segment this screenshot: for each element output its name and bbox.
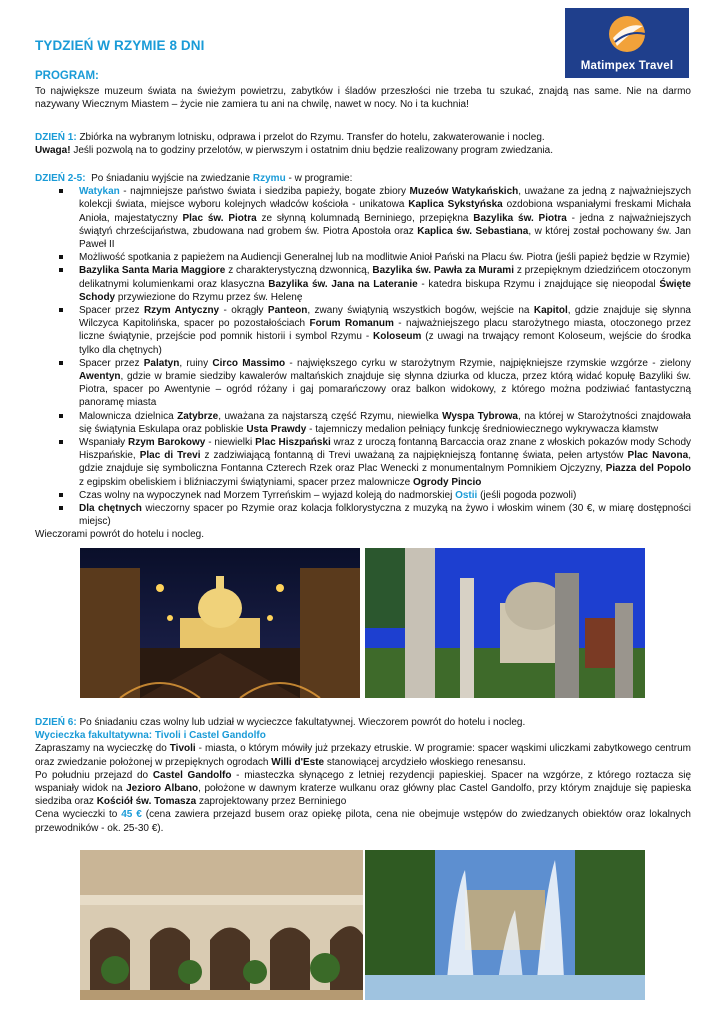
day1-note-text: Jeśli pozwolą na to godziny przelotów, w pierwszym i ostatnim dniu będzie realizowany program zwiedzania. (73, 145, 554, 157)
list-item: Bazylika Santa Maria Maggiore z charakterystyczną dzwonnicą, Bazylika św. Pawła za Murami z przepięknym dziedzińcem otoczonym delikatnymi kolumienkami oraz klasyczna Bazylika św. Jana na Lateranie - katedra biskupa Rzymu i znajdujące się nieopodal Święte Schody przywiezione do Rzymu przez św. Helenę (59, 264, 691, 304)
day1-text: Zbiórka na wybranym lotnisku, odprawa i przelot do Rzymu. Transfer do hotelu, zakwaterowanie i nocleg. (79, 132, 545, 143)
page-title: TYDZIEŃ W RZYMIE 8 DNI (35, 38, 205, 53)
excursion-paragraph-2: Po południu przejazd do Castel Gandolfo - miasteczka słynącego z letniej rezydencji papieskiej. Spacer na wzgórze, z którego roztacza się wspaniały widok na Jezioro Albano, położone w dawnym kraterze wulkanu oraz główny plac Castel Gandolfo, przy którym znajduje się papieska siedziba oraz Kościół św. Tomasza zaprojektowany przez Berniniego (35, 769, 692, 808)
day2-5-outro: Wieczorami powrót do hotelu i nocleg. (35, 529, 204, 541)
day6-label: DZIEŃ 6: (35, 717, 77, 728)
itinerary-list (35, 185, 691, 528)
program-section (35, 70, 691, 112)
program-heading: PROGRAM: (35, 70, 99, 82)
day1-note-label: Uwaga! (35, 145, 71, 157)
day2-5-lead: Po śniadaniu wyjście na zwiedzanie (91, 173, 251, 184)
day2-5-lead-end: - w programie: (288, 173, 353, 184)
day2-5-city: Rzymu (252, 173, 286, 184)
day2-5-section (35, 172, 691, 542)
excursion-price-paragraph: Cena wycieczki to 45 € (cena zawiera przejazd busem oraz opiekę pilota, cena nie obejmuje wstępów do zwiedzanych obiektów oraz lokalnych przewodników - ok. 25-30 €). (35, 809, 691, 834)
list-item: Wspaniały Rzym Barokowy - niewielki Plac Hiszpański wraz z uroczą fontanną Barcaccia oraz znane z włoskich pokazów mody Schody Hiszpańskie, Plac di Trevi z zadziwiającą fontanną di Trevi uważaną za najpiękniejszą fontannę świata, pełen artystów Plac Navona, gdzie znajduje się symboliczna Fontanna Czterech Rzek oraz Plac Wenecki z monumentalnym Pomnikiem Ojczyzny, Piazza del Popolo z egipskim obeliskiem i bliźniaczymi świątyniami, spacer przez malownicze Ogrody Pincio (59, 436, 691, 489)
day2-5-label: DZIEŃ 2-5: (35, 173, 86, 184)
list-item: Watykan - najmniejsze państwo świata i siedziba papieży, bogate zbiory Muzeów Watykańskich, uważane za jedną z najważniejszych kolekcji świata, miejsce wyboru kolejnych władców kościoła - unikatowa Kaplica Sykstyńska ozdobiona wspaniałymi freskami Michała Anioła, majestatyczny Plac św. Piotra ze słynną kolumnadą Berniniego, przepiękna Bazylika św. Piotra - jedna z najważniejszych świątyń chrześcijaństwa, zbudowana nad grobem św. Piotra Apostoła oraz Kaplica św. Sebastiana, w której został pochowany św. Jan Paweł II (59, 185, 691, 251)
list-item: Możliwość spotkania z papieżem na Audiencji Generalnej lub na modlitwie Anioł Pański na Placu św. Piotra (jeśli papież będzie w Rzymie) (59, 251, 691, 264)
photo-roman-forum-columns (365, 548, 645, 698)
day6-text: Po śniadaniu czas wolny lub udział w wycieczce fakultatywnej. Wieczorem powrót do hotelu i nocleg. (79, 717, 526, 728)
program-intro: To największe muzeum świata na świeżym powietrzu, zabytków i śladów przeszłości nie trzeba tu szukać, znajdą nas same. Nie na darmo nazywany Wiecznym Miastem – życie nie zamiera tu ani na chwilę, nawet w nocy. No i ta kuchnia! (35, 86, 691, 111)
logo-globe-icon (605, 12, 649, 56)
list-item: Spacer przez Palatyn, ruiny Circo Massimo - największego cyrku w starożytnym Rzymie, najpiękniejsze rzymskie wzgórze - zielony Awentyn, gdzie w bramie siedziby kawalerów maltańskich znajduje się słynna dziurka od klucza, przez którą widać kopułę Bazyliki św. Piotra, spacer po Awentynie – ogród różany i gaj pomarańczowy oraz balkon widokowy, z którego można podziwiać fantastyczną panoramę miasta (59, 357, 691, 410)
company-logo (565, 8, 689, 78)
day1-section (35, 131, 691, 157)
list-item: Malownicza dzielnica Zatybrze, uważana za najstarszą część Rzymu, niewielka Wyspa Tybrowa, na której w Starożytności znajdowała się świątynia Eskulapa oraz pobliskie Usta Prawdy - tajemniczy medalion pełniący funkcję średniowiecznego wykrywacza kłamstw (59, 410, 691, 436)
day1-label: DZIEŃ 1: (35, 132, 77, 143)
photo-st-peters-night (80, 548, 360, 698)
day6-section (35, 716, 691, 835)
list-item: Dla chętnych wieczorny spacer po Rzymie oraz kolacja folklorystyczna z muzyką na żywo i włoskim winem (30 €, w miarę dostępności miejsc) (59, 502, 691, 528)
excursion-title: Wycieczka fakultatywna: Tivoli i Castel Gandolfo (35, 730, 266, 742)
photo-villa-deste-fountains (365, 850, 645, 1000)
photo-courtyard-arcade (80, 850, 363, 1000)
logo-text: Matimpex Travel (580, 60, 674, 72)
excursion-paragraph-1: Zapraszamy na wycieczkę do Tivoli - miasta, o którym mówiły już przekazy etruskie. W programie: spacer wąskimi uliczkami zabytkowego centrum oraz zwiedzanie położonej w przepięknych ogrodach Willi d'Este stanowiącej arcydzieło włoskiego renesansu. (35, 743, 691, 768)
list-item: Spacer przez Rzym Antyczny - okrągły Panteon, zwany świątynią wszystkich bogów, wejście na Kapitol, gdzie znajduje się słynna Wilczyca Kapitolińska, spacer po pozostałościach Forum Romanum - najważniejszego placu starożytnego miasta, otoczonego przez liczne świątynie, przejście pod pomnik historii i symbol Rzymu - Koloseum (z uwagi na trwający remont Koloseum, wejście do środka tylko dla chętnych) (59, 304, 691, 357)
list-item: Czas wolny na wypoczynek nad Morzem Tyrreńskim – wyjazd koleją do nadmorskiej Ostii (jeśli pogoda pozwoli) (59, 489, 691, 502)
excursion-price: 45 € (121, 809, 142, 821)
